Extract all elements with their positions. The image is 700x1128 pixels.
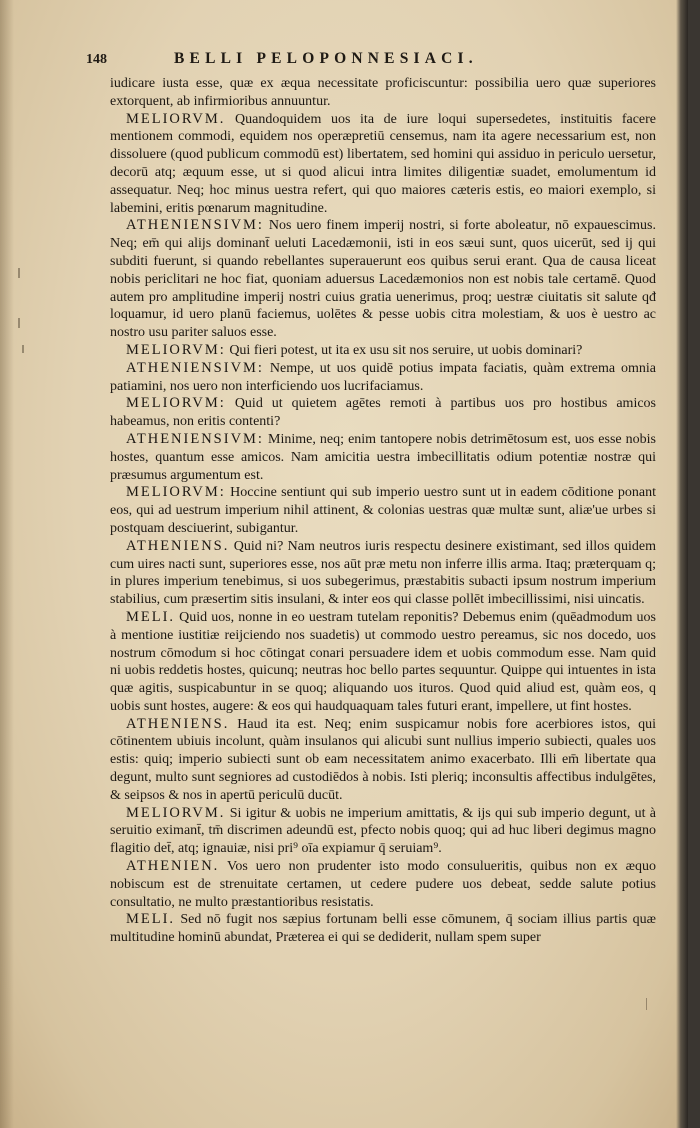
paragraph-text: Nos uero finem imperij nostri, si forte aboleatur, nō expauescimus. Neq; em̄ qui alijs dominant̄ ueluti Lacedæmonii, isti in eos sæui sunt, quos uicerūt, sed ij qui subditi fuerunt, si quando rebellantes superauerunt eos quibus serui erant. Qua de causa liceat nobis periclitari ne hoc fiat, quoniam aduersus Lacedæmonios non est nobis tale certamē. Quod autem pro amplitudine imperij nostri cuius gratia uenerimus, proq; uestræ ciuitatis sit salute qđ loquamur, id uero planū faciemus, uolētes & pesse uobis citra molestiam, & uos è uestro ac nostro usu pariter saluos esse. — [110, 218, 657, 341]
speaker-label: ATHENIENSIVM: — [126, 359, 264, 376]
paragraph-text: Nempe, ut uos quidē potius impata faciatis, quàm extrema omnia patiamini, nos uero non interficiendo uos lucrifaciamus. — [110, 360, 657, 394]
speaker-label: MELI. — [126, 608, 176, 625]
paragraph — [110, 342, 656, 360]
speaker-label: MELIORVM. — [126, 110, 226, 127]
speaker-label: ATHENIENSIVM: — [126, 217, 264, 234]
margin-mark — [22, 345, 24, 353]
paragraph — [110, 609, 656, 716]
body-text — [110, 75, 656, 947]
paragraph-text: Si igitur & uobis ne imperium amittatis, & ijs qui sub imperio degunt, ut à seruitio eximant̄, tm̄ discrimen adeundū est, pfecto nobis quoq; qui ad huc liberi degimus magno flagitio det̄, atq; ignauiæ, nisi pri⁹ oīa expiamur q̄ seruiam⁹. — [110, 805, 657, 857]
paragraph — [110, 360, 656, 396]
speaker-label: MELI. — [126, 911, 176, 928]
paragraph — [110, 484, 656, 537]
paragraph — [110, 395, 656, 431]
paragraph-text: Quandoquidem uos ita de iure loqui supersedetes, instituitis facere mentionem commodi, equidem nos operæpretiū censemus, nam ita agere necessarium est, non dissoluere (quod publicum commodū est) libertatem, sed homini qui assiduo in periculo uersetur, decorū atq; æquum esse, ut si quod alicui intra limites diligentiæ suadet, emolumentum id assequatur. Neq; hoc minus uestra refert, qui quo maiores cæteris estis, eo maiori exemplo, si labemini, eritis pœnarum magnitudine. — [110, 111, 657, 216]
running-head — [86, 50, 626, 74]
paragraph — [110, 805, 656, 858]
speaker-label: ATHENIEN. — [126, 858, 220, 875]
paragraph — [110, 111, 656, 218]
paragraph — [110, 217, 656, 342]
page-number: 148 — [86, 52, 107, 67]
paragraph — [110, 716, 656, 805]
paragraph — [110, 911, 656, 947]
speaker-label: ATHENIENS. — [126, 715, 230, 732]
gutter-shadow — [0, 0, 14, 1128]
paragraph-text: Qui fieri potest, ut ita ex usu sit nos seruire, ut uobis dominari? — [229, 342, 583, 358]
margin-mark — [646, 998, 647, 1010]
paragraph-text: Sed nō fugit nos sæpius fortunam belli esse cōmunem, q̄ sociam illius partis quæ multitudine hominū abundat, Præterea ei qui se dediderit, nullam spem super — [110, 912, 656, 946]
margin-mark — [18, 318, 20, 328]
paragraph — [110, 858, 656, 911]
paragraph — [110, 75, 656, 111]
paragraph-text: Hoccine sentiunt qui sub imperio uestro sunt ut in eadem cōditione ponant eos, qui ad uestrum imperium nihil attinent, & colonias uestras quæ multæ sunt, aliæ'ue urbes si postquam desciuerint, subigantur. — [110, 485, 656, 536]
speaker-label: ATHENIENSIVM: — [126, 430, 264, 447]
paragraph — [110, 431, 656, 484]
speaker-label: MELIORVM: — [126, 484, 226, 501]
speaker-label: MELIORVM. — [126, 804, 226, 821]
paragraph-text: Haud ita est. Neq; enim suspicamur nobis fore acerbiores istos, qui cōtinentem ubiuis incolunt, quàm insulanos qui alicubi sunt nullius imperio subiecti, quales uos estis: quiq; imperio subiecti sunt ob eam necessitatem animo exacerbato. Illi em̄ libertate qua degunt, multo sunt segniores ad custodiēdos à nobis. Isti pleriq; inconsultis affectibus indulgētes, & seipsos & nos in apertū periculū ducūt. — [110, 716, 657, 803]
margin-mark — [18, 268, 20, 278]
paragraph — [110, 538, 656, 609]
paragraph-text: Quid ni? Nam neutros iuris respectu desinere existimant, sed illos quidem cum uires nacti sunt, superiores esse, nos aūt præ metu non inferre illis arma. Itaq; præterquam q; in plures imperium tenebimus, si uos subegerimus, præstabitis subacti ipsum nostrum imperium stabilius, cum præsertim sitis insulani, & inter eos qui classe pollēt imbecillissimi, nisi uincatis. — [110, 538, 657, 608]
speaker-label: MELIORVM: — [126, 395, 226, 412]
paragraph-text: Vos uero non prudenter isto modo consulueritis, quibus non ex æquo nobiscum est de strenuitate certamen, ut cedere pudere uos debeat, sedde salute potius consultatio, ne multo præstantioribus resistatis. — [110, 859, 656, 910]
page-edge — [676, 0, 688, 1128]
paragraph-text: Quid uos, nonne in eo uestram tutelam reponitis? Debemus enim (quēadmodum uos à mentione iustitiæ reijciendo nos suadetis) ut commodo uestro pereamus, sic nos docedo, uos nostrum cōmodum si hoc cōtingat conari persuadere idem et uobis commodum esse. Nam quid ni uobis reddetis hostes, quicunq; neutras hoc bello partes sequuntur. Quippe qui intuentes in ista quæ agitis, suspicabuntur in se quoq; aliquando uos ituros. Quod quid aliud est, quàm eos, q uobis sunt hostes, augere: & eos qui haudquaquam tales futuri erant, impellere, ut fint hostes. — [110, 609, 657, 714]
paragraph-text: Quid ut quietem agētes remoti à partibus uos pro hostibus amicos habeamus, non eritis contenti? — [110, 396, 656, 430]
header-title: BELLI PELOPONNESIACI. — [174, 50, 478, 67]
speaker-label: ATHENIENS. — [126, 537, 230, 554]
paragraph-text: iudicare iusta esse, quæ ex æqua necessitate proficiscuntur: possibilia uero quæ superiores extorquent, ab infirmioribus annuuntur. — [110, 76, 656, 109]
paragraph-text: Minime, neq; enim tantopere nobis detrimētosum est, uos esse nobis hostes, quantum esse amicos. Nam amicitia uestra imbecillitatis odium potentiæ nostræ qui præsumus argumentum est. — [110, 431, 657, 483]
speaker-label: MELIORVM: — [126, 341, 226, 358]
